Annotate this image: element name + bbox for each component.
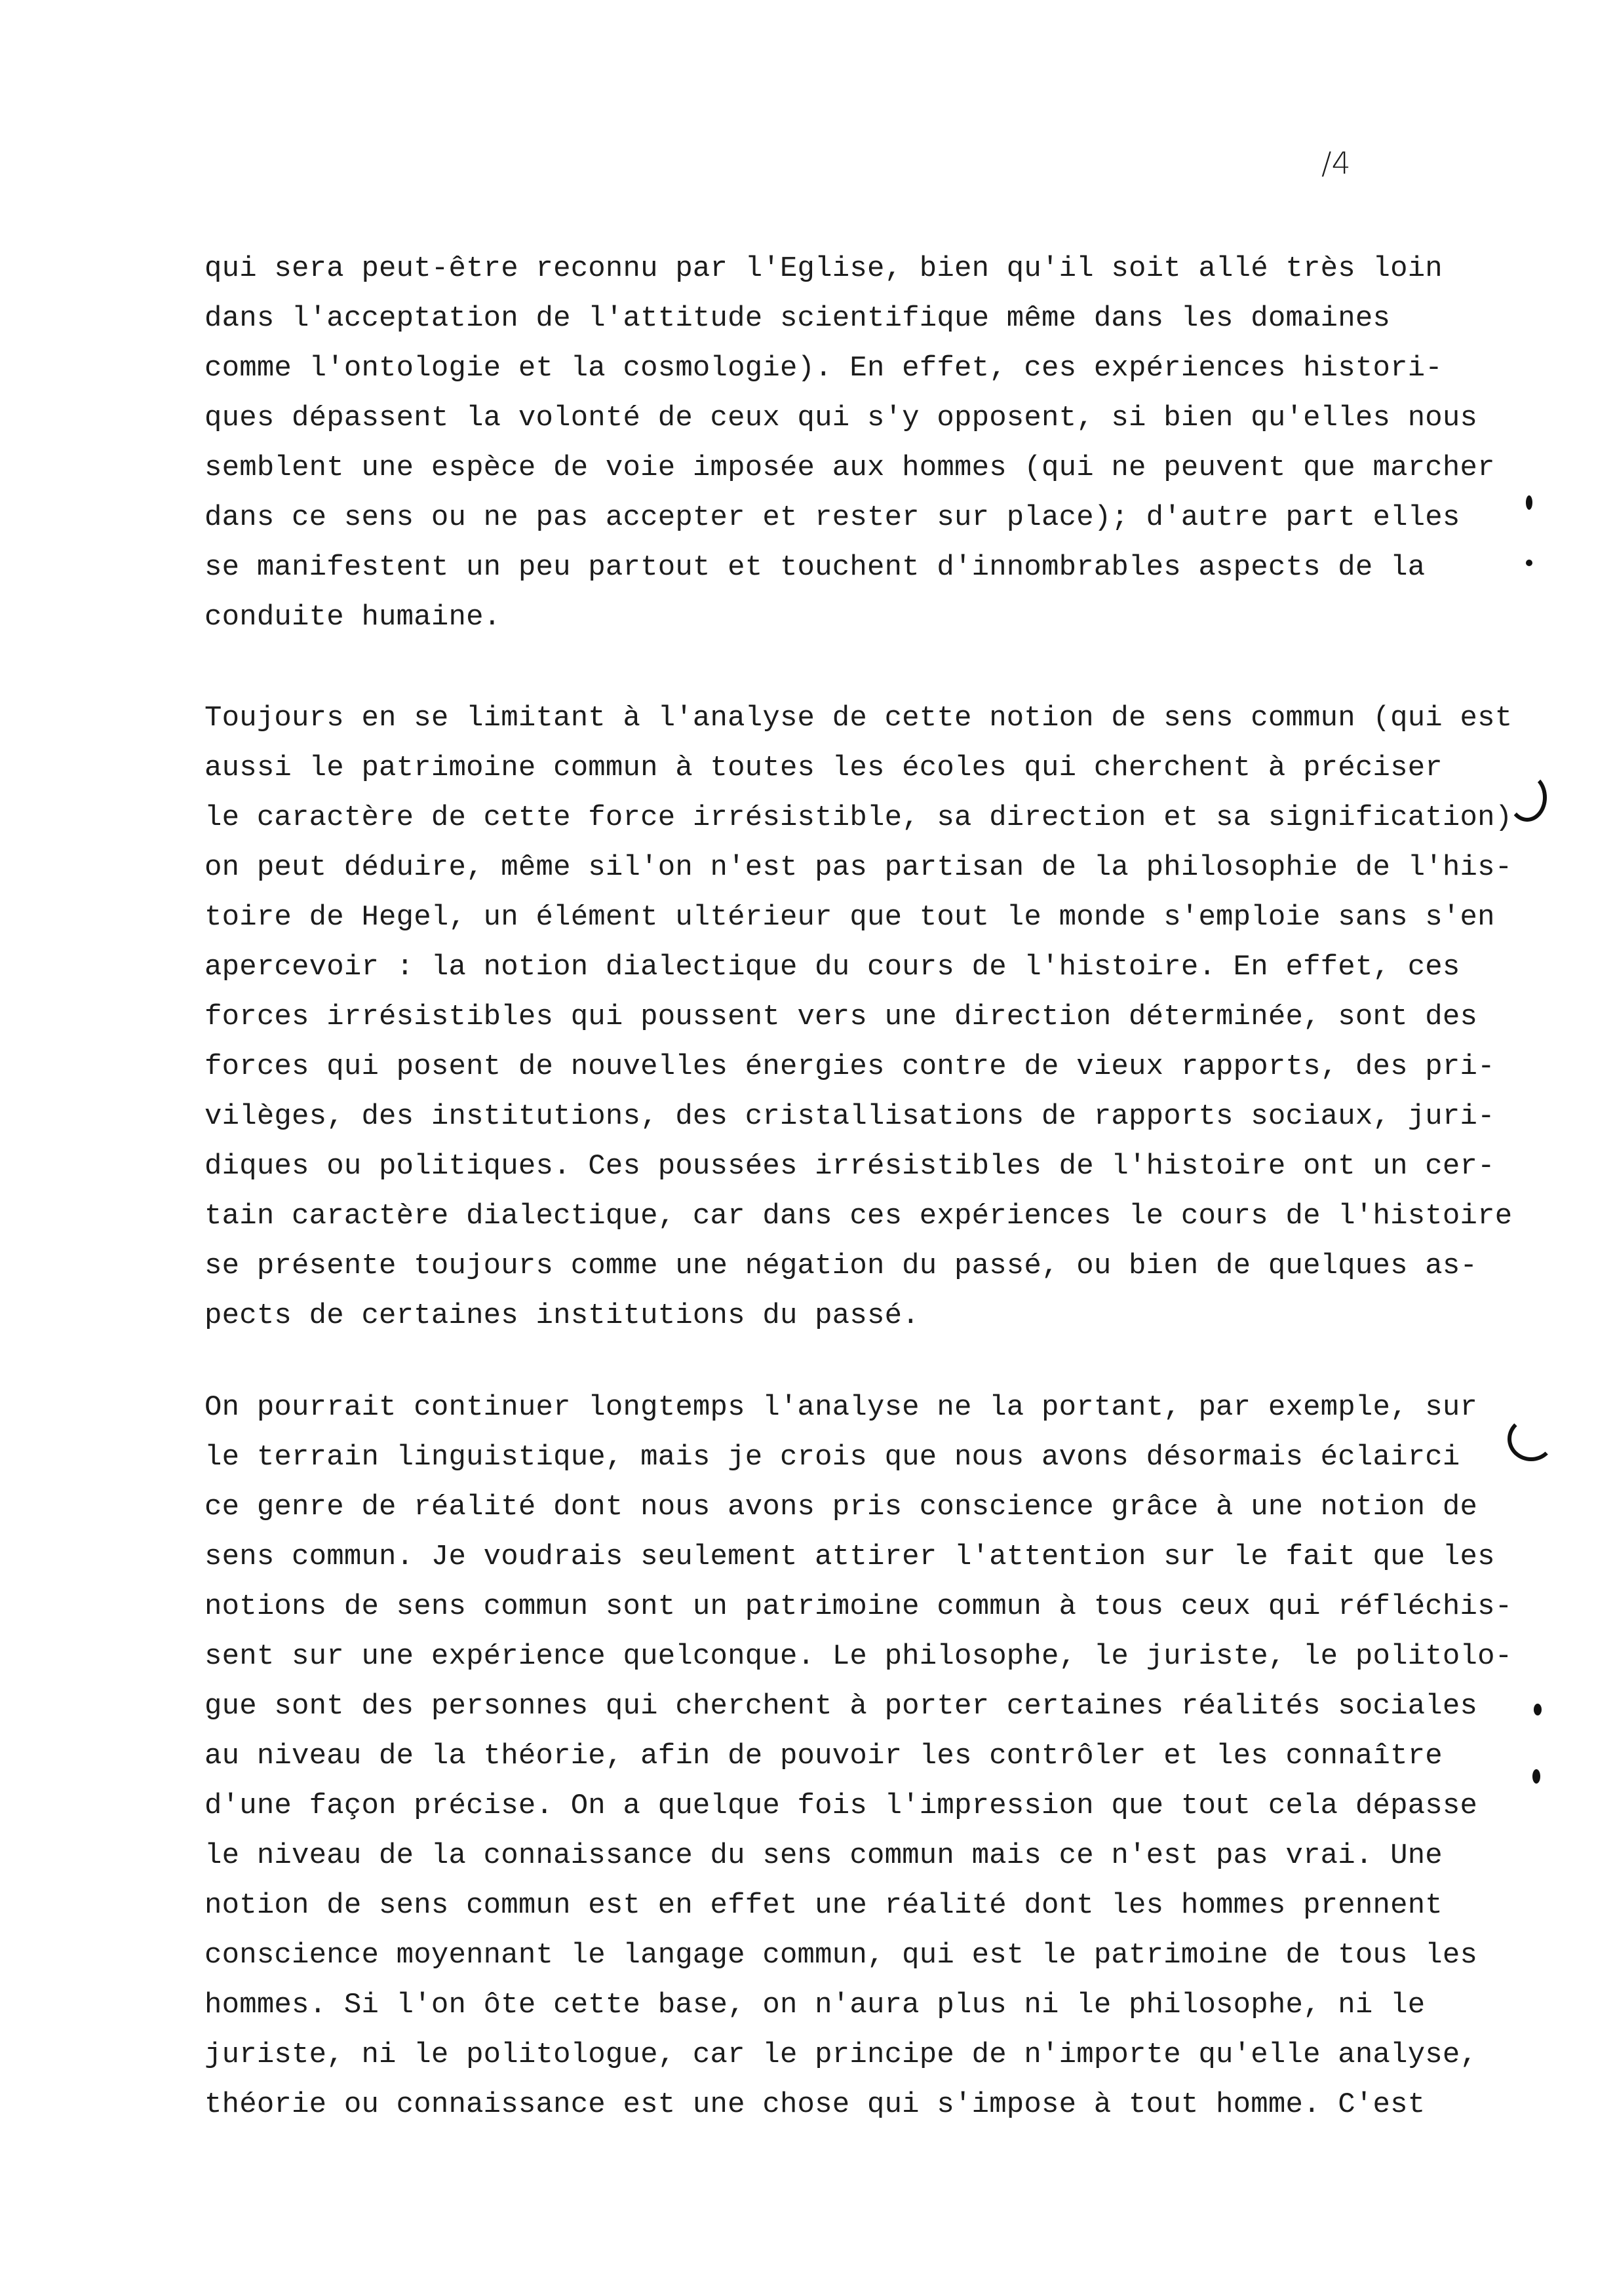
text-line: conduite humaine.	[204, 601, 501, 634]
text-line: on peut déduire, même sil'on n'est pas partisan de la philosophie de l'his-	[204, 851, 1513, 884]
text-line: se manifestent un peu partout et touchent d'innombrables aspects de la	[204, 551, 1426, 584]
text-line: au niveau de la théorie, afin de pouvoir les contrôler et les connaître	[204, 1740, 1443, 1772]
text-line: le niveau de la connaissance du sens commun mais ce n'est pas vrai. Une	[204, 1839, 1443, 1872]
text-line: juriste, ni le politologue, car le principe de n'importe qu'elle analyse,	[204, 2038, 1478, 2071]
text-line: comme l'ontologie et la cosmologie). En effet, ces expériences histori-	[204, 352, 1443, 385]
scan-mark	[1508, 1417, 1555, 1461]
paragraph	[204, 244, 1495, 642]
text-line: aussi le patrimoine commun à toutes les écoles qui cherchent à préciser	[204, 752, 1443, 784]
text-line: dans l'acceptation de l'attitude scientifique même dans les domaines	[204, 302, 1391, 335]
text-line: ce genre de réalité dont nous avons pris conscience grâce à une notion de	[204, 1491, 1478, 1523]
scan-mark	[1508, 773, 1547, 822]
text-line: sens commun. Je voudrais seulement attirer l'attention sur le fait que les	[204, 1540, 1495, 1573]
scan-mark	[1534, 1704, 1542, 1715]
scan-mark	[1526, 495, 1532, 510]
text-line: gue sont des personnes qui cherchent à porter certaines réalités sociales	[204, 1690, 1478, 1723]
text-line: apercevoir : la notion dialectique du cours de l'histoire. En effet, ces	[204, 951, 1460, 984]
text-line: sent sur une expérience quelconque. Le philosophe, le juriste, le politolo-	[204, 1640, 1513, 1673]
text-line: hommes. Si l'on ôte cette base, on n'aura plus ni le philosophe, ni le	[204, 1989, 1426, 2021]
text-line: notions de sens commun sont un patrimoine commun à tous ceux qui réfléchis-	[204, 1590, 1513, 1623]
text-line: semblent une espèce de voie imposée aux hommes (qui ne peuvent que marcher	[204, 451, 1495, 484]
text-line: qui sera peut-être reconnu par l'Eglise, bien qu'il soit allé très loin	[204, 252, 1443, 285]
text-line: forces irrésistibles qui poussent vers une direction déterminée, sont des	[204, 1001, 1478, 1033]
text-line: dans ce sens ou ne pas accepter et rester sur place); d'autre part elles	[204, 501, 1460, 534]
paragraph	[204, 693, 1513, 1341]
scan-mark	[1526, 560, 1532, 566]
scan-mark	[1532, 1769, 1540, 1784]
text-line: diques ou politiques. Ces poussées irrésistibles de l'histoire ont un cer-	[204, 1150, 1495, 1183]
text-line: forces qui posent de nouvelles énergies contre de vieux rapports, des pri-	[204, 1050, 1495, 1083]
text-line: On pourrait continuer longtemps l'analyse ne la portant, par exemple, sur	[204, 1391, 1478, 1424]
text-line: pects de certaines institutions du passé.	[204, 1299, 920, 1332]
text-line: conscience moyennant le langage commun, qui est le patrimoine de tous les	[204, 1939, 1478, 1972]
text-line: toire de Hegel, un élément ultérieur que tout le monde s'emploie sans s'en	[204, 901, 1495, 934]
text-line: le caractère de cette force irrésistible, sa direction et sa signification)	[204, 801, 1513, 834]
text-line: Toujours en se limitant à l'analyse de cette notion de sens commun (qui est	[204, 702, 1513, 735]
text-line: d'une façon précise. On a quelque fois l'impression que tout cela dépasse	[204, 1789, 1478, 1822]
text-line: ques dépassent la volonté de ceux qui s'y opposent, si bien qu'elles nous	[204, 402, 1478, 434]
text-line: théorie ou connaissance est une chose qui s'impose à tout homme. C'est	[204, 2088, 1426, 2121]
page-number: /4	[1321, 145, 1351, 181]
text-line: le terrain linguistique, mais je crois que nous avons désormais éclairci	[204, 1441, 1460, 1474]
text-line: notion de sens commun est en effet une réalité dont les hommes prennent	[204, 1889, 1443, 1922]
text-line: vilèges, des institutions, des cristallisations de rapports sociaux, juri-	[204, 1100, 1495, 1133]
text-line: tain caractère dialectique, car dans ces expériences le cours de l'histoire	[204, 1200, 1513, 1233]
text-line: se présente toujours comme une négation du passé, ou bien de quelques as-	[204, 1250, 1478, 1282]
paragraph	[204, 1383, 1513, 2130]
